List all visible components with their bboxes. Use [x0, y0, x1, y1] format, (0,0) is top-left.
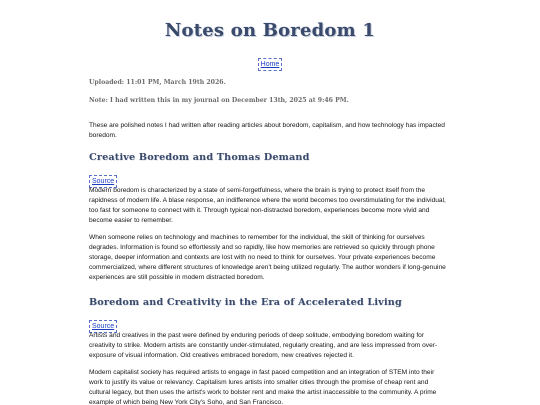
section-paragraph: Modern capitalist society has required artists to engage in fast paced competition and an integration of STEM into their work to justify its value or relevancy. Capitalism lures artists into smaller cities through the promise of cheap rent and cultural legacy, but then uses the artist's work to bolster rent and make the artist inaccessible to the community. A prime example of which being New York City's Soho, and San Francisco.: [89, 369, 437, 405]
source-link-wrapper: [89, 315, 539, 330]
page-content: [89, 0, 539, 405]
source-link-creative-boredom[interactable]: Source: [89, 175, 117, 188]
page-title: Notes on Boredom 1: [164, 20, 376, 41]
source-link-wrapper: [89, 170, 539, 185]
section-paragraph: Artists and creatives in the past were defined by enduring periods of deep solitude, embodying boredom waiting for creativity to strike. Modern artists are constantly under-stimulated, regularly creating, and are less impressed from over-exposure of visual information. Old creatives embraced boredom, new creatives rejected it.: [89, 332, 438, 359]
home-link[interactable]: Home: [258, 58, 283, 71]
source-link-accelerated-living[interactable]: Source: [89, 320, 117, 333]
section-paragraph: When someone relies on technology and machines to remember for the individual, the skill of thinking for ourselves degrades. Information is found so effortlessly and so rapidly, like how memories are retrieved so quickly through phone storage, deeper information and contexts are lost with no need to think for ourselves. Your private experiences become commercialized, where different structures of knowledge aren't being utilized regularly. The author wonders if long-genuine experiences are still possible in modern distracted boredom.: [89, 234, 446, 281]
uploaded-timestamp: Uploaded: 11:01 PM, March 19th 2026.: [89, 79, 226, 86]
section-heading-creative-boredom: Creative Boredom and Thomas Demand: [89, 152, 310, 163]
section-heading-accelerated-living: Boredom and Creativity in the Era of Accelerated Living: [89, 297, 402, 308]
journal-note: Note: I had written this in my journal on December 13th, 2025 at 9:46 PM.: [89, 97, 349, 104]
intro-paragraph: These are polished notes I had written after reading articles about boredom, capitalism, and how technology has impacted boredom.: [89, 122, 445, 139]
home-link-wrapper: [89, 53, 451, 67]
section-paragraph: Modern boredom is characterized by a state of semi-forgetfulness, where the brain is trying to protect itself from the rapidness of modern life. A blase response, an indifference where the world becomes too overstimulating for the individual, too fast for someone to connect with it. Through typical non-distracted boredom, experiences become more vivid and become easier to remember.: [89, 187, 446, 224]
